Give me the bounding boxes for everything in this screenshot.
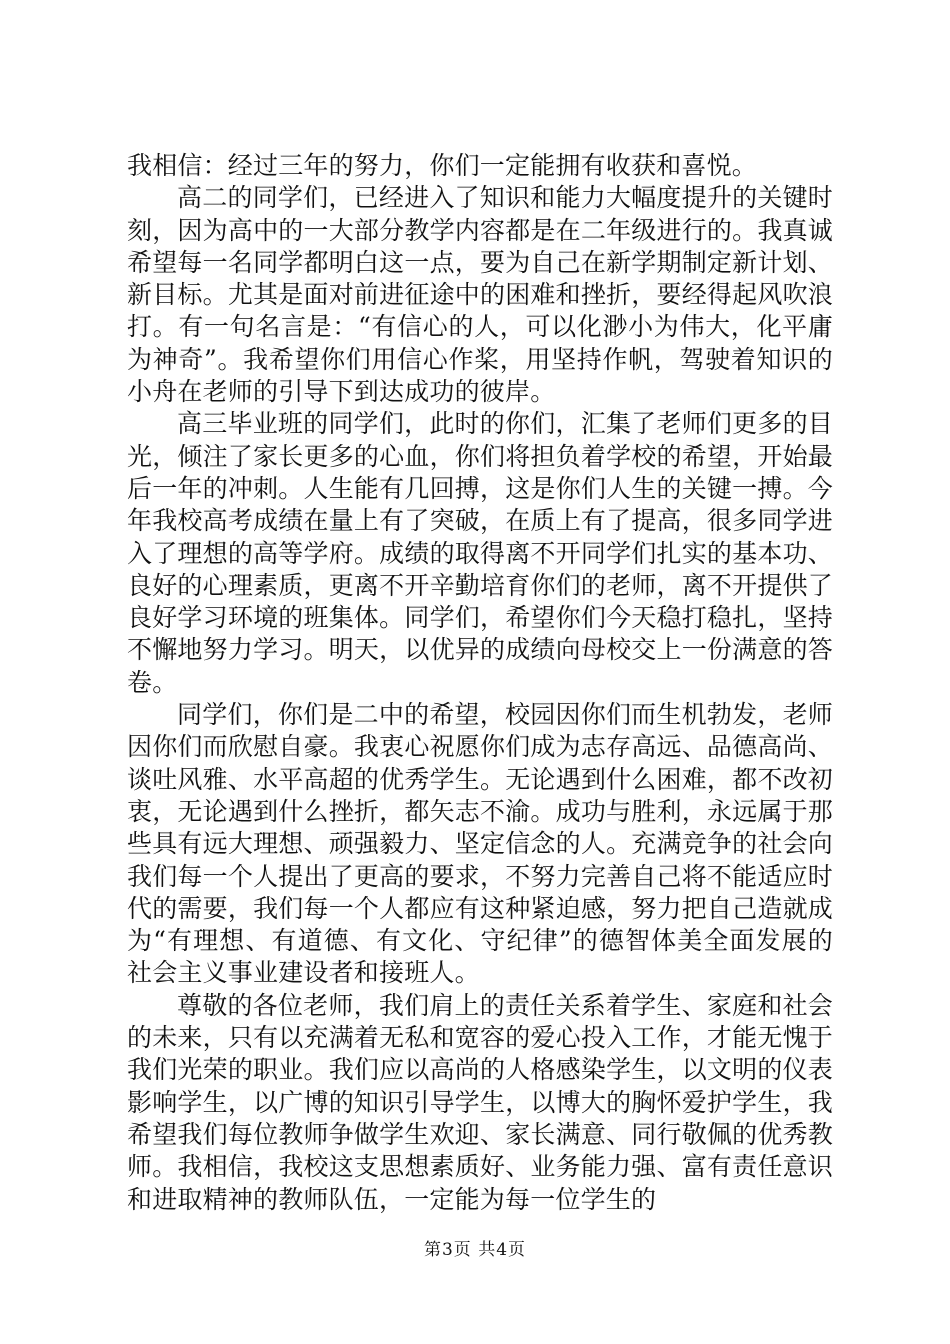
page-number-footer: 第3页 共4页: [423, 1240, 527, 1260]
body-text: [127, 150, 833, 1216]
paragraph-teachers: 尊敬的各位老师，我们肩上的责任关系着学生、家庭和社会的未来，只有以充满着无私和宽容的爱心投入工作，才能无愧于我们光荣的职业。我们应以高尚的人格感染学生，以文明的仪表影响学生，以广博的知识引导学生，以博大的胸怀爱护学生，我希望我们每位教师争做学生欢迎、家长满意、同行敬佩的优秀教师。我相信，我校这支思想素质好、业务能力强、富有责任意识和进取精神的教师队伍，一定能为每一位学生的: [127, 990, 833, 1214]
paragraph-grade-two: 高二的同学们，已经进入了知识和能力大幅度提升的关键时刻，因为高中的一大部分教学内容都是在二年级进行的。我真诚希望每一名同学都明白这一点，要为自己在新学期制定新计划、新目标。尤其是面对前进征途中的困难和挫折，要经得起风吹浪打。有一句名言是：“有信心的人，可以化渺小为伟大，化平庸为神奇”。我希望你们用信心作桨，用坚持作帆，驾驶着知识的小舟在老师的引导下到达成功的彼岸。: [127, 183, 833, 407]
paragraph-grade-three: 高三毕业班的同学们，此时的你们，汇集了老师们更多的目光，倾注了家长更多的心血，你们将担负着学校的希望，开始最后一年的冲刺。人生能有几回搏，这是你们人生的关键一搏。今年我校高考成绩在量上有了突破，在质上有了提高，很多同学进入了理想的高等学府。成绩的取得离不开同学们扎实的基本功、良好的心理素质，更离不开辛勤培育你们的老师，离不开提供了良好学习环境的班集体。同学们，希望你们今天稳打稳扎，坚持不懈地努力学习。明天，以优异的成绩向母校交上一份满意的答卷。: [127, 409, 833, 697]
paragraph-students: 同学们，你们是二中的希望，校园因你们而生机勃发，老师因你们而欣慰自豪。我衷心祝愿你们成为志存高远、品德高尚、谈吐风雅、水平高超的优秀学生。无论遇到什么困难，都不改初衷，无论遇到什么挫折，都矢志不渝。成功与胜利，永远属于那些具有远大理想、顽强毅力、坚定信念的人。充满竞争的社会向我们每一个人提出了更高的要求，不努力完善自己将不能适应时代的需要，我们每一个人都应有这种紧迫感，努力把自己造就成为“有理想、有道德、有文化、守纪律”的德智体美全面发展的社会主义事业建设者和接班人。: [127, 700, 833, 988]
paragraph-continuation: 我相信：经过三年的努力，你们一定能拥有收获和喜悦。: [127, 151, 758, 180]
